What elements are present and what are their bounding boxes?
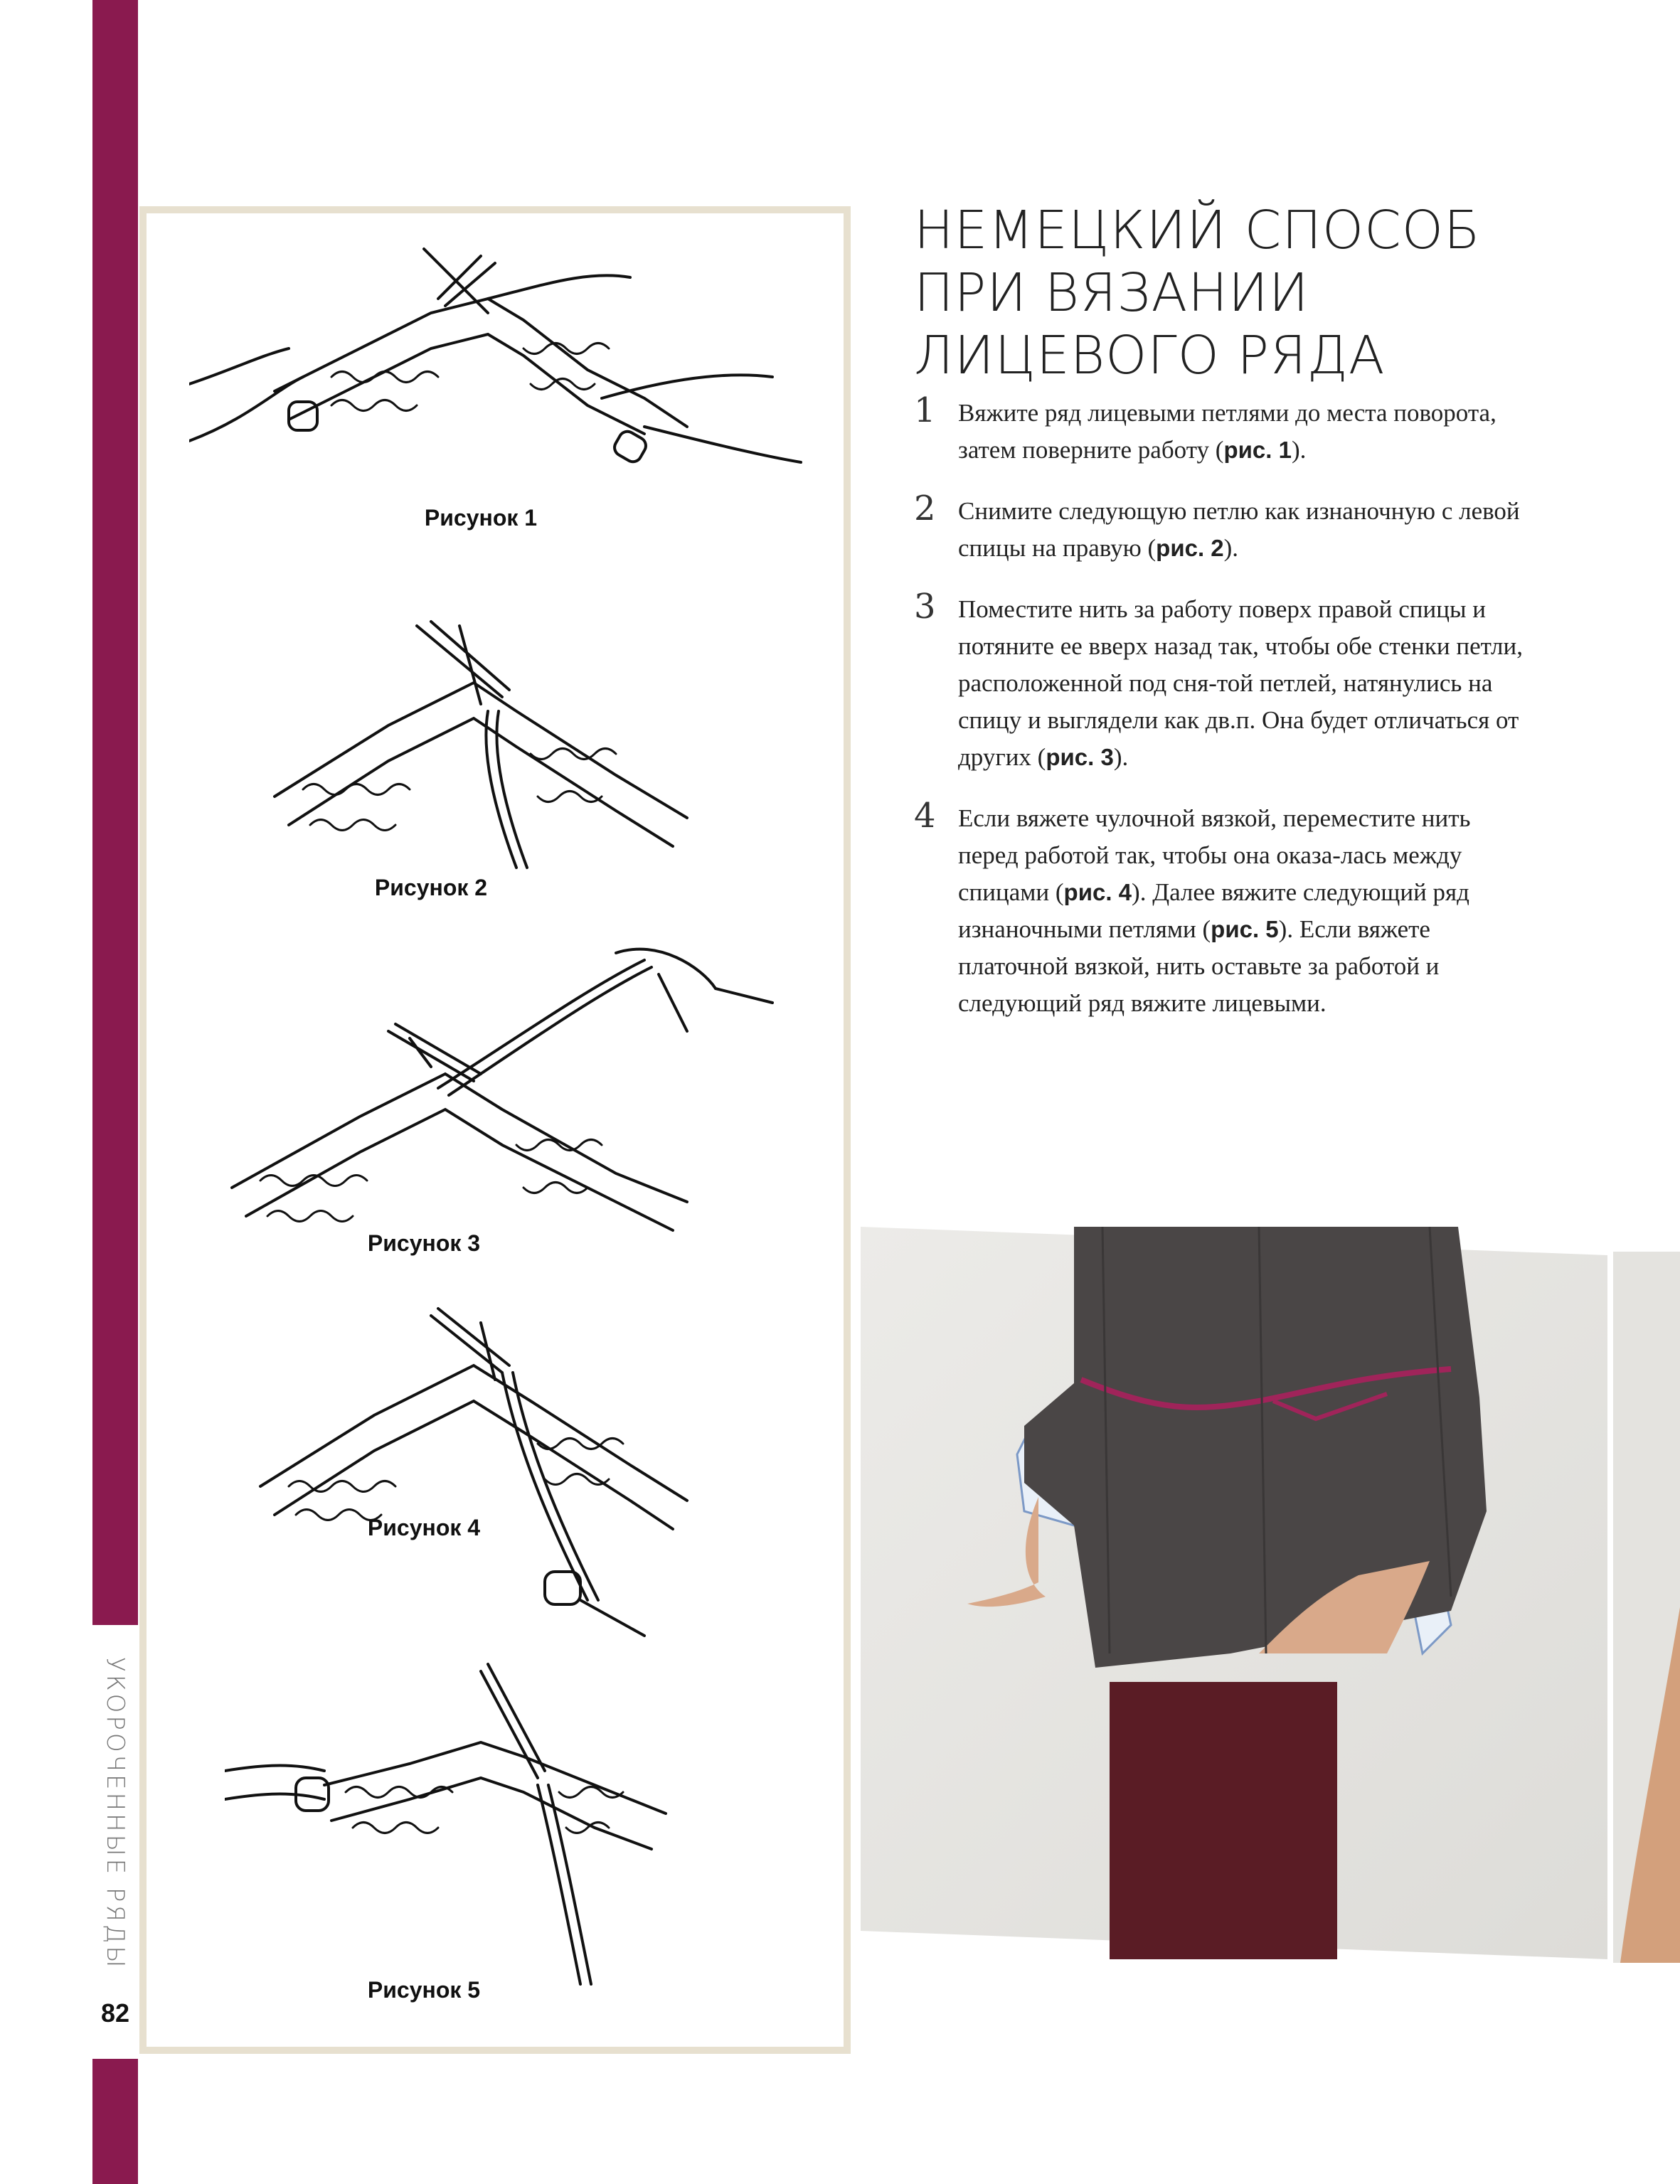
figure-2 <box>246 612 758 925</box>
step-text: Поместите нить за работу поверх правой спицы и потяните ее вверх назад так, чтобы обе стенки петли, расположенной под сня-той петлей, натянулись на спицу и выглядели как дв.п. Она будет отличаться от других (рис. 3). <box>958 595 1523 771</box>
step <box>914 796 1526 1022</box>
figure-1 <box>189 242 815 555</box>
step-number: 4 <box>914 796 936 836</box>
figure-caption: Рисунок 2 <box>374 875 488 900</box>
step-number: 1 <box>914 390 936 430</box>
figure-caption: Рисунок 4 <box>367 1515 481 1540</box>
knitting-needles-icon <box>246 1301 772 1657</box>
accent-bar-top <box>92 0 138 1625</box>
sweater-photo <box>861 1227 1607 1959</box>
figure-caption: Рисунок 5 <box>367 1977 481 2003</box>
figures-frame <box>139 206 851 2054</box>
step <box>914 587 1526 776</box>
step-text: Вяжите ряд лицевыми петлями до места поворота, затем поверните работу (рис. 1). <box>958 399 1496 464</box>
section-label: УКОРОЧЕННЫЕ РЯДЫ <box>101 1657 129 1971</box>
figure-3 <box>218 946 787 1280</box>
page-number: 82 <box>100 1998 130 2028</box>
photo-edge-icon <box>1613 1252 1680 1963</box>
sweater-photo-edge <box>1613 1252 1680 1963</box>
knitting-needles-icon <box>225 1657 780 2027</box>
step <box>914 390 1526 469</box>
figure-caption: Рисунок 1 <box>424 505 538 531</box>
steps-list <box>914 390 1526 1046</box>
sweater-photo-icon <box>861 1227 1607 1959</box>
figure-4 <box>246 1301 772 1657</box>
step-number: 2 <box>914 489 936 528</box>
step <box>914 489 1526 567</box>
figure-caption: Рисунок 3 <box>367 1230 481 1256</box>
figure-5 <box>225 1657 780 2027</box>
step-text: Снимите следующую петлю как изнаночную с левой спицы на правую (рис. 2). <box>958 497 1520 562</box>
step-text: Если вяжете чулочной вязкой, переместите нить перед работой так, чтобы она оказа-лась между спицами (рис. 4). Далее вяжите следующий ряд изнаночными петлями (рис. 5). Если вяжете платочной вязкой, нить оставьте за работой и следующий ряд вяжите лицевыми. <box>958 804 1471 1017</box>
page-title: НЕМЕЦКИЙ СПОСОБ ПРИ ВЯЗАНИИ ЛИЦЕВОГО РЯДА <box>914 200 1481 386</box>
accent-bar-bottom <box>92 2059 138 2184</box>
step-number: 3 <box>914 587 936 627</box>
